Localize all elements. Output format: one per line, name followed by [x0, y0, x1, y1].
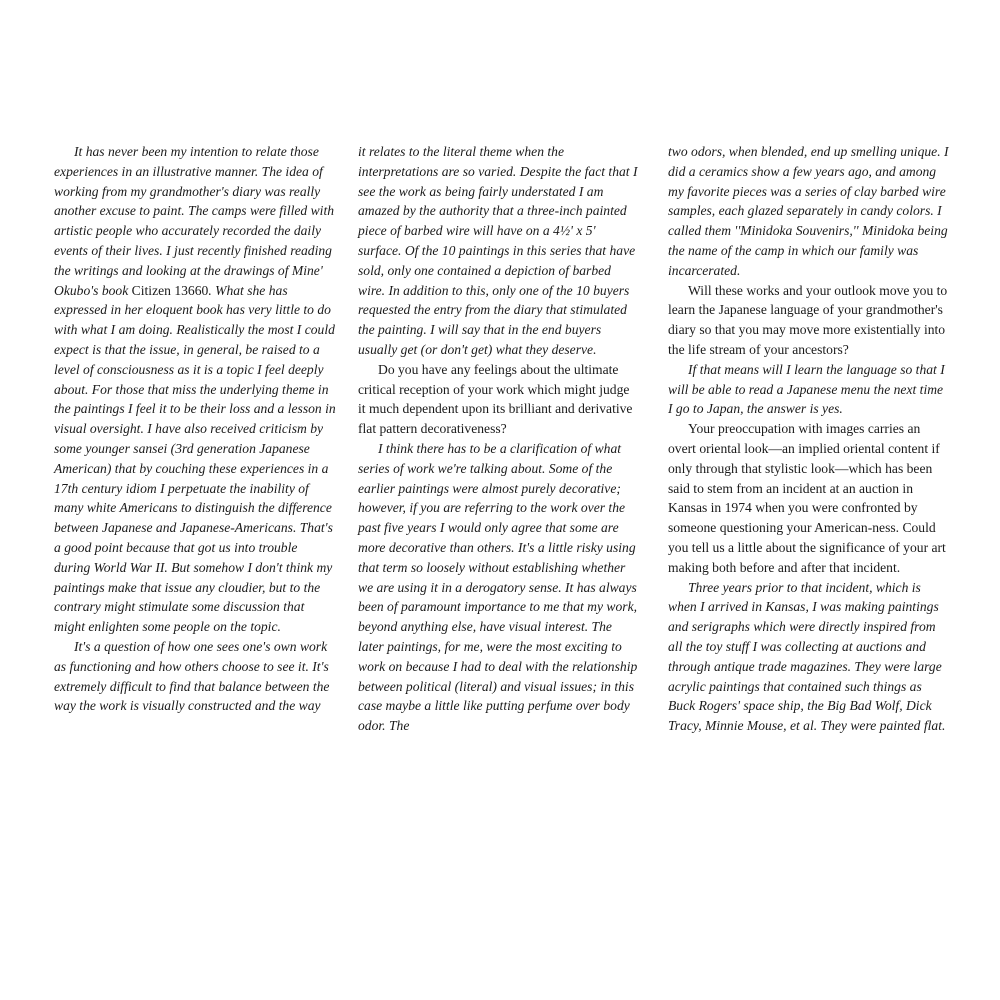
text-run: it relates to the literal theme when the interpretations are so varied. Despite the fact that I see the work as being fairly understated I am amazed by the authority that a three-inch painted piece of barbed wire will have on a 4½' x 5' surface. Of the 10 paintings in this series that have sold, only one contained a depiction of barbed wire. In addition to this, only one of the 10 buyers requested the entry from the diary that stimulated the painting. I will say that in the end buyers usually get (or don't get) what they deserve.: [358, 144, 638, 357]
column-2: [358, 142, 640, 736]
text-run: Three years prior to that incident, which is when I arrived in Kansas, I was making paintings and serigraphs which were directly inspired from all the toy stuff I was collecting at auctions and through antique trade magazines. They were large acrylic paintings that contained such things as Buck Rogers' space ship, the Big Bad Wolf, Dick Tracy, Minnie Mouse, et al. They were painted flat.: [668, 579, 946, 734]
text-run: Will these works and your outlook move you to learn the Japanese language of your grandmother's diary so that you may move more existentially into the life stream of your ancestors?: [668, 282, 948, 357]
interview-answer: [668, 578, 950, 736]
text-run: Do you have any feelings about the ultimate critical reception of your work which might judge it much dependent upon its brilliant and derivative flat pattern decorativeness?: [358, 361, 633, 437]
text-run: It has never been my intention to relate those experiences in an illustrative manner. The idea of working from my grandmother's diary was really another excuse to paint. The camps were filled with artistic people who accurately recorded the daily events of their lives. I just recently finished reading the writings and looking at the drawings of Mine' Okubo's book: [54, 144, 335, 298]
text-run: I think there has to be a clarification of what series of work we're talking about. Some of the earlier paintings were almost purely decorative; however, if you are referring to the work over the past five years I would only agree that some are more decorative than others. It's a little risky using that term so loosely without establishing whether we are using it in a derogatory sense. It has always been of paramount importance to me that my work, beyond anything else, have visual interest. The later paintings, for me, were the most exciting to work on because I had to deal with the relationship between political (literal) and visual issues; in this case maybe a little like putting perfume over body odor. The: [358, 440, 638, 734]
text-run: Your preoccupation with images carries an overt oriental look—an implied oriental content if only through that stylistic look—which has been said to stem from an incident at an auction in Kansas in 1974 when you were confronted by someone questioning your American-ness. Could you tell us a little about the significance of your art making both before and after that incident.: [668, 421, 946, 575]
interview-answer: [54, 142, 336, 637]
interview-answer: [668, 142, 950, 281]
text-run: If that means will I learn the language so that I will be able to read a Japanese menu the next time I go to Japan, the answer is yes.: [668, 361, 945, 417]
interview-question: [668, 281, 950, 360]
interview-answer: [54, 637, 336, 716]
interview-question: [668, 419, 950, 577]
book-title: Citizen 13660: [131, 282, 209, 298]
interview-answer: [668, 360, 950, 419]
interview-question: [358, 360, 640, 439]
column-1: [54, 142, 336, 716]
text-run: two odors, when blended, end up smelling unique. I did a ceramics show a few years ago, and among my favorite pieces was a series of clay barbed wire samples, each glazed separately in candy colors. I called them ''Minidoka Souvenirs,'' Minidoka being the name of the camp in which our family was incarcerated.: [668, 144, 949, 278]
interview-answer: [358, 142, 640, 360]
text-run: It's a question of how one sees one's own work as functioning and how others choose to see it. It's extremely difficult to find that balance between the way the work is visually constructed and the way: [54, 638, 330, 714]
interview-answer: [358, 439, 640, 736]
column-3: [668, 142, 950, 736]
text-run: . What she has expressed in her eloquent book has very little to do with what I am doing. Realistically the most I could expect is that the issue, in general, be raised to a level of consciousness as it is a topic I feel deeply about. For those that miss the underlying theme in the paintings I feel it to be their loss and a lesson in visual oversight. I have also received criticism by some younger sansei (3rd generation Japanese American) that by couching these experiences in a 17th century idiom I perpetuate the inability of many white Americans to distinguish the difference between Japanese and Japanese-Americans. That's a good point because that got us into trouble during World War II. But somehow I don't think my paintings make that issue any cloudier, but to the contrary might stimulate some discussion that might enlighten some people on the topic.: [54, 282, 336, 635]
